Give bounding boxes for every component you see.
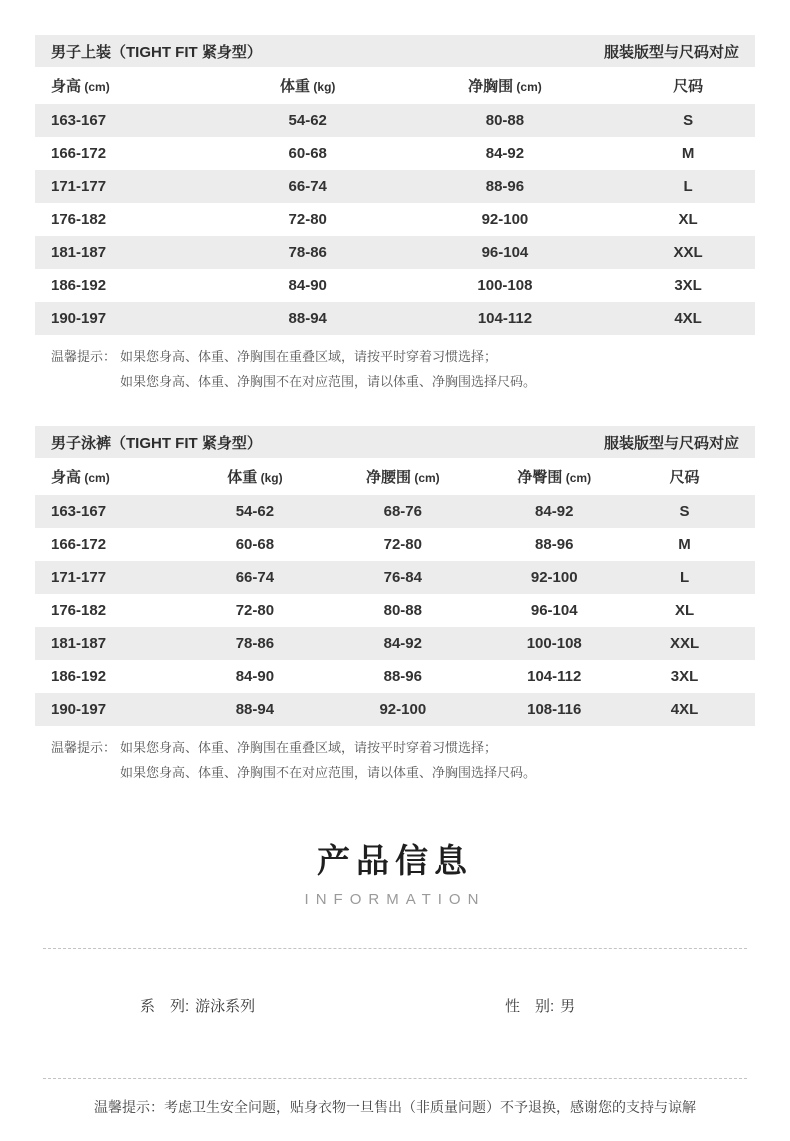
table-cell: 66-74 bbox=[288, 178, 327, 195]
table-cell: M bbox=[678, 536, 691, 553]
table-cell: 80-88 bbox=[383, 602, 422, 619]
table-cell: L bbox=[683, 178, 693, 195]
table-cell: 92-100 bbox=[379, 701, 427, 718]
table-cell: 176-182 bbox=[51, 602, 107, 619]
table-cell: 104-112 bbox=[527, 668, 582, 685]
product-info-subtitle: INFORMATION bbox=[304, 891, 486, 908]
table-row bbox=[35, 660, 755, 693]
tip-line: 如果您身高、体重、净胸围不在对应范围，请以体重、净胸围选择尺码。 bbox=[120, 765, 537, 780]
field-value: 男 bbox=[560, 998, 576, 1015]
content bbox=[35, 0, 755, 1117]
column-header: 净胸围 (cm) bbox=[468, 78, 542, 95]
size-table-section-tops bbox=[35, 35, 755, 394]
table-cell: 80-88 bbox=[485, 112, 525, 129]
table-header-row bbox=[35, 458, 755, 495]
field-series bbox=[35, 995, 395, 1016]
table-cell: 84-92 bbox=[485, 145, 525, 162]
table-header-row bbox=[35, 67, 755, 104]
field-label: 性 别: bbox=[505, 998, 555, 1015]
table-cell: M bbox=[681, 145, 695, 162]
table-title: 男子泳裤（TIGHT FIT 紧身型） bbox=[51, 434, 262, 452]
tip-label: 温馨提示： bbox=[51, 740, 117, 755]
column-header: 身高 (cm) bbox=[51, 469, 110, 486]
table-row bbox=[35, 627, 755, 660]
tip-line: 如果您身高、体重、净胸围在重叠区域，请按平时穿着习惯选择； bbox=[120, 740, 498, 755]
footer-note: 温馨提示：考虑卫生安全问题，贴身衣物一旦售出（非质量问题）不予退换，感谢您的支持与谅解 bbox=[94, 1099, 696, 1115]
table-title: 男子上装（TIGHT FIT 紧身型） bbox=[51, 43, 262, 61]
table-cell: 181-187 bbox=[51, 244, 107, 261]
column-header: 净腰围 (cm) bbox=[365, 469, 440, 486]
table-cell: 100-108 bbox=[477, 277, 533, 294]
table-cell: 186-192 bbox=[51, 668, 107, 685]
table-cell: 84-92 bbox=[535, 503, 574, 520]
field-gender bbox=[395, 995, 755, 1016]
table-cell: 96-104 bbox=[481, 244, 529, 261]
table-cell: 88-94 bbox=[288, 310, 327, 327]
tip-text bbox=[120, 735, 536, 785]
product-fields bbox=[35, 995, 755, 1016]
table-cell: 190-197 bbox=[51, 701, 107, 718]
divider bbox=[43, 1078, 747, 1079]
column-header: 体重 (kg) bbox=[227, 469, 283, 486]
table-cell: 88-96 bbox=[485, 178, 525, 195]
size-tip bbox=[51, 735, 755, 785]
table-row bbox=[35, 203, 755, 236]
table-subtitle: 服装版型与尺码对应 bbox=[603, 43, 739, 61]
table-cell: 104-112 bbox=[477, 310, 533, 327]
product-info-title: 产品信息 bbox=[317, 842, 473, 879]
size-table-trunks bbox=[35, 458, 755, 726]
table-cell: 54-62 bbox=[235, 503, 275, 520]
table-row bbox=[35, 269, 755, 302]
table-cell: 84-90 bbox=[288, 277, 327, 294]
table-cell: 78-86 bbox=[235, 635, 275, 652]
table-row bbox=[35, 104, 755, 137]
tip-line: 如果您身高、体重、净胸围在重叠区域，请按平时穿着习惯选择； bbox=[120, 349, 498, 364]
table-cell: 96-104 bbox=[530, 602, 578, 619]
table-row bbox=[35, 495, 755, 528]
table-row bbox=[35, 137, 755, 170]
table-subtitle: 服装版型与尺码对应 bbox=[603, 434, 739, 452]
product-info-section bbox=[35, 835, 755, 1117]
table-cell: 190-197 bbox=[51, 310, 107, 327]
tip-text bbox=[120, 344, 536, 394]
table-cell: 68-76 bbox=[383, 503, 422, 520]
table-row bbox=[35, 528, 755, 561]
table-row bbox=[35, 561, 755, 594]
table-cell: 88-96 bbox=[383, 668, 422, 685]
table-cell: 88-96 bbox=[535, 536, 574, 553]
table-cell: S bbox=[679, 503, 690, 520]
table-row bbox=[35, 594, 755, 627]
table-cell: 3XL bbox=[670, 668, 699, 685]
size-tip bbox=[51, 344, 755, 394]
column-header: 尺码 bbox=[669, 469, 700, 486]
tip-label: 温馨提示： bbox=[51, 349, 117, 364]
table-cell: 176-182 bbox=[51, 211, 107, 228]
table-cell: 88-94 bbox=[235, 701, 275, 718]
table-cell: XXL bbox=[673, 244, 703, 261]
divider bbox=[43, 948, 747, 949]
table-row bbox=[35, 693, 755, 726]
table-cell: 60-68 bbox=[288, 145, 327, 162]
table-cell: 166-172 bbox=[51, 145, 107, 162]
table-title-band bbox=[35, 426, 755, 458]
field-label: 系 列: bbox=[140, 998, 190, 1015]
table-cell: 84-90 bbox=[235, 668, 275, 685]
table-cell: XL bbox=[678, 211, 698, 228]
table-cell: 4XL bbox=[670, 701, 699, 718]
table-cell: 66-74 bbox=[235, 569, 275, 586]
table-row bbox=[35, 170, 755, 203]
table-cell: 72-80 bbox=[235, 602, 275, 619]
table-cell: 54-62 bbox=[288, 112, 327, 129]
table-cell: 84-92 bbox=[383, 635, 422, 652]
table-cell: 92-100 bbox=[481, 211, 529, 228]
table-row bbox=[35, 236, 755, 269]
table-cell: 181-187 bbox=[51, 635, 107, 652]
table-cell: 171-177 bbox=[51, 178, 107, 195]
table-cell: L bbox=[679, 569, 690, 586]
table-title-band bbox=[35, 35, 755, 67]
table-cell: 100-108 bbox=[526, 635, 582, 652]
table-cell: 108-116 bbox=[527, 701, 582, 718]
size-table-section-trunks bbox=[35, 426, 755, 785]
table-cell: 72-80 bbox=[383, 536, 422, 553]
column-header: 尺码 bbox=[673, 78, 704, 95]
table-cell: 76-84 bbox=[383, 569, 422, 586]
column-header: 身高 (cm) bbox=[51, 78, 110, 95]
table-cell: XXL bbox=[669, 635, 700, 652]
column-header: 净臀围 (cm) bbox=[517, 469, 592, 486]
column-header: 体重 (kg) bbox=[280, 78, 336, 95]
table-cell: 186-192 bbox=[51, 277, 107, 294]
table-cell: 78-86 bbox=[288, 244, 327, 261]
field-value: 游泳系列 bbox=[195, 998, 256, 1015]
table-cell: 92-100 bbox=[530, 569, 578, 586]
table-cell: 166-172 bbox=[51, 536, 107, 553]
table-cell: 171-177 bbox=[51, 569, 107, 586]
table-cell: 4XL bbox=[674, 310, 702, 327]
table-cell: 60-68 bbox=[235, 536, 275, 553]
tip-line: 如果您身高、体重、净胸围不在对应范围，请以体重、净胸围选择尺码。 bbox=[120, 374, 537, 389]
table-cell: S bbox=[683, 112, 694, 129]
table-cell: 72-80 bbox=[288, 211, 327, 228]
table-row bbox=[35, 302, 755, 335]
table-cell: XL bbox=[674, 602, 695, 619]
size-table-tops bbox=[35, 67, 755, 335]
table-cell: 163-167 bbox=[51, 503, 107, 520]
table-cell: 3XL bbox=[674, 277, 702, 294]
table-cell: 163-167 bbox=[51, 112, 107, 129]
